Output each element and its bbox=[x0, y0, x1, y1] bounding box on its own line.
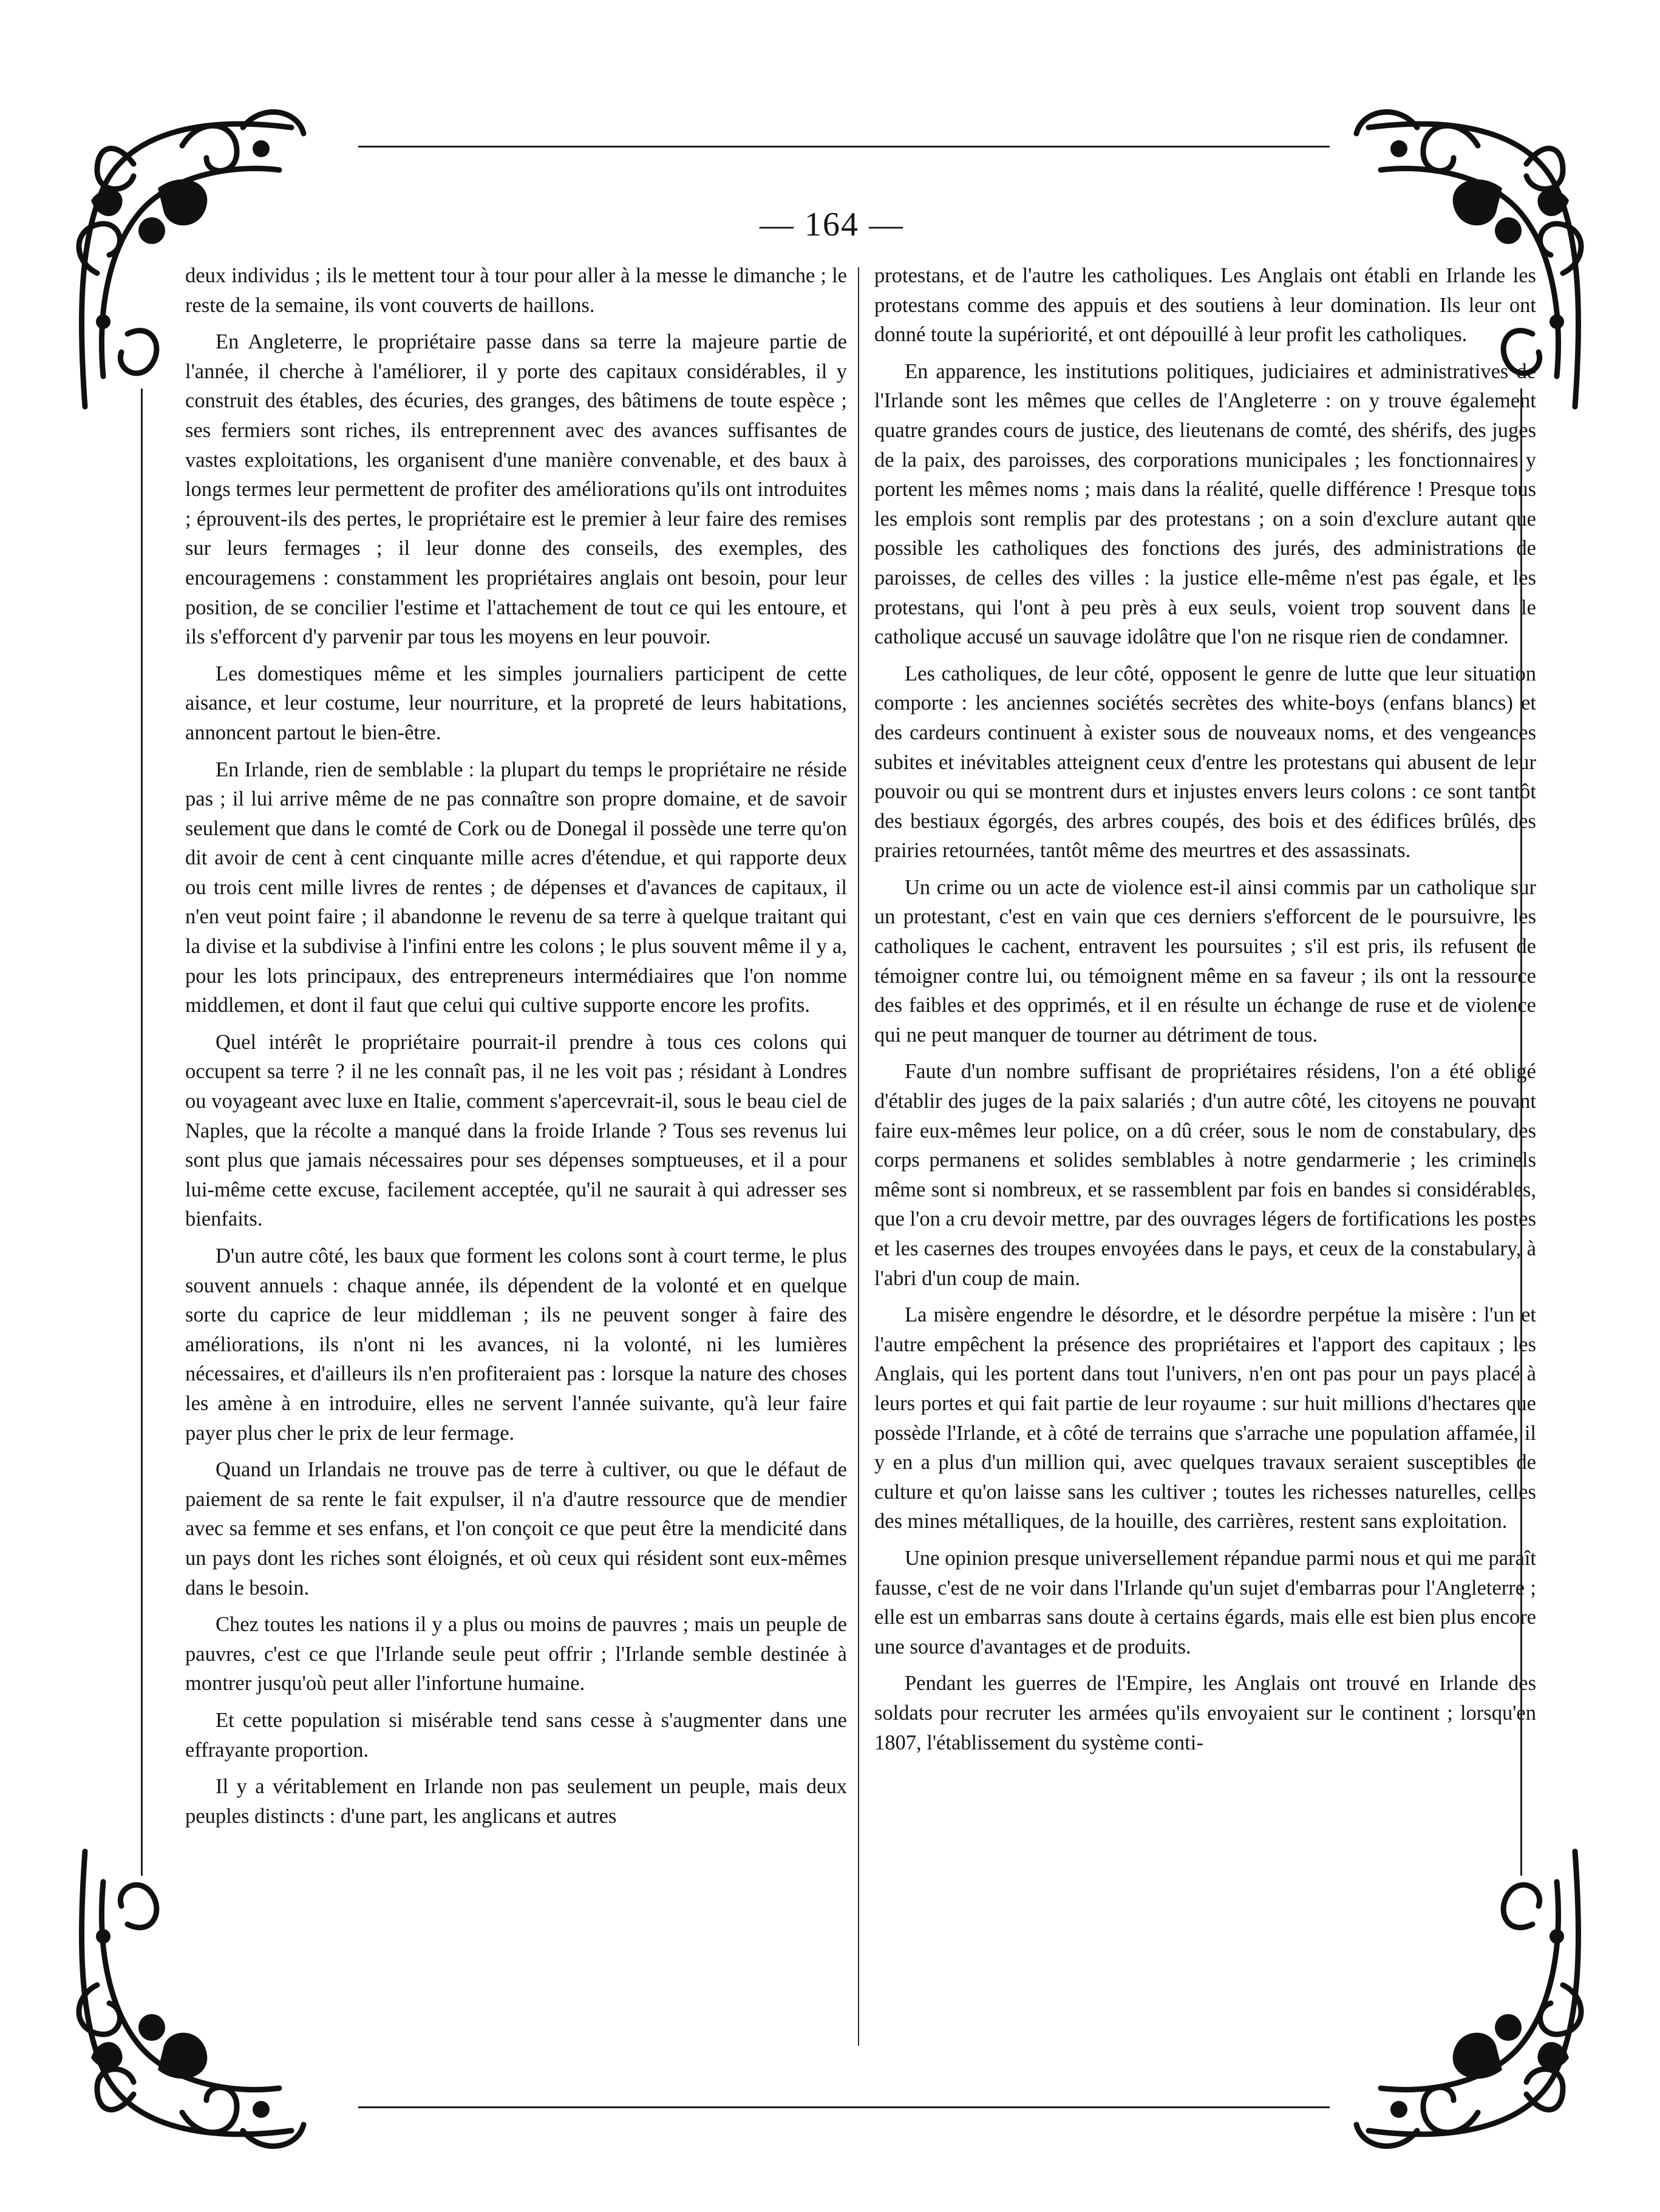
corner-ornament-bottom-left bbox=[61, 1827, 322, 2167]
paragraph: Pendant les guerres de l'Empire, les Anglais ont trouvé en Irlande des soldats pour recruter les armées qu'ils envoyaient sur le continent ; lorsqu'en 1807, l'établissement du système conti- bbox=[874, 1672, 1536, 1754]
left-column bbox=[185, 261, 847, 1838]
paragraph: Chez toutes les nations il y a plus ou moins de pauvres ; mais un peuple de pauvres, c'est ce que l'Irlande seule peut offrir ; l'Irlande semble destinée à montrer jusqu'où peut aller l'infortune humaine. bbox=[185, 1613, 847, 1695]
frame-rule-bottom bbox=[358, 2106, 1330, 2108]
paragraph: Quand un Irlandais ne trouve pas de terre à cultiver, ou que le défaut de paiement de sa rente le fait expulser, il n'a d'autre ressource que de mendier avec sa femme et ses enfans, et l'on conçoit ce que peut être la mendicité dans un pays dont les riches sont éloignés, et où ceux qui résident sont eux-mêmes dans le besoin. bbox=[185, 1458, 847, 1600]
paragraph: Quel intérêt le propriétaire pourrait-il prendre à tous ces colons qui occupent sa terre ? il ne les connaît pas, il ne les voit pas ; résidant à Londres ou voyageant avec luxe en Italie, comment s'apercevrait-il, sous le beau ciel de Naples, que la récolte a manqué dans la froide Irlande ? Tous ses revenus lui sont plus que jamais nécessaires pour ses dépenses somptueuses, et il a pour lui-même cette excuse, facilement acceptée, qu'il ne saurait à qui adresser ses bienfaits. bbox=[185, 1030, 847, 1231]
paragraph: En apparence, les institutions politiques, judiciaires et administratives de l'Irlande sont les mêmes que celles de l'Angleterre : on y trouve également quatre grandes cours de justice, des lieutenans de comté, des shérifs, des juges de la paix, des paroisses, des corporations municipales ; les fonctionnaires y portent les mêmes noms ; mais dans la réalité, quelle différence ! Presque tous les emplois sont remplis par des protestans ; on a soin d'exclure autant que possible les catholiques des fonctions des jurés, des administrations de paroisses, de celles des villes : la justice elle-même n'est pas égale, et les protestans, qui l'ont à peu près à eux seuls, voient trop souvent dans le catholique accusé un sauvage idolâtre que l'on ne risque rien de condamner. bbox=[874, 359, 1536, 649]
paragraph: D'un autre côté, les baux que forment les colons sont à court terme, le plus souvent annuels : chaque année, ils dépendent de la volonté et en quelque sorte du caprice de leur middleman ; ils ne peuvent songer à faire des améliorations, ils n'ont ni les avances, ni la volonté, ni les lumières nécessaires, et d'ailleurs ils n'en profiteraient pas : lorsque la nature des choses les amène à en introduire, elles ne servent l'année suivante, qu'à leur faire payer plus cher le prix de leur fermage. bbox=[185, 1244, 847, 1445]
right-column bbox=[874, 261, 1536, 1765]
paragraph: En Irlande, rien de semblable : la plupart du temps le propriétaire ne réside pas ; il lui arrive même de ne pas connaître son propre domaine, et de savoir seulement que dans le comté de Cork ou de Donegal il possède une terre qu'on dit avoir de cent à cent cinquante mille acres d'étendue, et qui rapporte deux ou trois cent mille livres de rentes ; de dépenses et d'avances de capitaux, il n'en veut point faire ; il abandonne le revenu de sa terre à quelque traitant qui la divise et la subdivise à l'infini entre les colons ; le plus souvent même il y a, pour les lots principaux, des entrepreneurs intermédiaires que l'on nomme middlemen, et dont il faut que celui qui cultive supporte encore les profits. bbox=[185, 758, 847, 1017]
frame-rule-left bbox=[141, 388, 143, 1876]
paragraph: Les domestiques même et les simples journaliers participent de cette aisance, et leur costume, leur nourriture, et la propreté de leurs habitations, annoncent partout le bien-être. bbox=[185, 662, 847, 744]
paragraph: Et cette population si misérable tend sans cesse à s'augmenter dans une effrayante proportion. bbox=[185, 1708, 847, 1762]
frame-rule-top bbox=[358, 146, 1330, 148]
paragraph: Faute d'un nombre suffisant de propriétaires résidens, l'on a été obligé d'établir des juges de la paix salariés ; d'un autre côté, les citoyens ne pouvant faire eux-mêmes leur police, on a dû créer, sous le nom de constabulary, des corps permanens et solides semblables à notre gendarmerie ; les criminels même sont si nombreux, et se rassemblent par fois en bandes si considérables, que l'on a cru devoir mettre, par des ouvrages légers de fortifications les postes et les casernes des troupes envoyées dans le pays, et ceux de la constabulary, à l'abri d'un coup de main. bbox=[874, 1060, 1536, 1290]
column-divider bbox=[858, 267, 859, 2046]
paragraph: Un crime ou un acte de violence est-il ainsi commis par un catholique sur un protestant, c'est en vain que ces derniers s'efforcent de le poursuivre, les catholiques le cachent, entravent les poursuites ; s'il est pris, ils refusent de témoigner contre lui, ou témoignent même en sa faveur ; ils ont la ressource des faibles et des opprimés, et il en résulte un échange de ruse et de violence qui ne peut manquer de tourner au détriment de tous. bbox=[874, 875, 1536, 1047]
page-number: — 164 — bbox=[760, 206, 904, 243]
paragraph: protestans, et de l'autre les catholiques. Les Anglais ont établi en Irlande les protestans comme des appuis et des soutiens à leur domination. Ils leur ont donné toute la supériorité, et ont dépouillé à leur profit les catholiques. bbox=[874, 264, 1536, 347]
paragraph: Les catholiques, de leur côté, opposent le genre de lutte que leur situation comporte : les anciennes sociétés secrètes des white-boys (enfans blancs) et des cardeurs continuent à exister sous de nouveaux noms, et des vengeances subites et inévitables atteignent ceux d'entre les protestans qui abusent de leur pouvoir ou qui se montrent durs et injustes envers leurs colons : ce sont tantôt des bestiaux égorgés, des arbres coupés, des bois et des édifices brûlés, des prairies retournées, tantôt même des meurtres et des assassinats. bbox=[874, 662, 1536, 863]
paragraph: Il y a véritablement en Irlande non pas seulement un peuple, mais deux peuples distincts : d'une part, les anglicans et autres bbox=[185, 1775, 847, 1828]
paragraph: Une opinion presque universellement répandue parmi nous et qui me paraît fausse, c'est de ne voir dans l'Irlande qu'un sujet d'embarras pour l'Angleterre ; elle est un embarras sans doute à certains égards, mais elle est bien plus encore une source d'avantages et de produits. bbox=[874, 1546, 1536, 1658]
corner-ornament-bottom-right bbox=[1338, 1827, 1599, 2167]
paragraph: deux individus ; ils le mettent tour à tour pour aller à la messe le dimanche ; le reste de la semaine, ils vont couverts de haillons. bbox=[185, 264, 847, 317]
paragraph: La misère engendre le désordre, et le désordre perpétue la misère : l'un et l'autre empêchent la présence des propriétaires et l'apport des capitaux ; les Anglais, qui les portent dans tout l'univers, n'en ont pas pour un pays placé à leurs portes et qui fait partie de leur royaume : sur huit millions d'hectares que possède l'Irlande, et à côté de terrains que s'arrache une population affamée, il y en a plus d'un million qui, avec quelques travaux seraient susceptibles de culture et qu'on laisse sans les cultiver ; toutes les richesses naturelles, celles des mines métalliques, de la houille, des carrières, restent sans exploitation. bbox=[874, 1303, 1536, 1533]
paragraph: En Angleterre, le propriétaire passe dans sa terre la majeure partie de l'année, il cherche à l'améliorer, il y porte des capitaux considérables, il y construit des étables, des écuries, des granges, des bâtimens de toute espèce ; ses fermiers sont riches, ils entreprennent avec des avances suffisantes de vastes exploitations, les organisent d'une manière convenable, et des baux à longs termes leur permettent de profiter des améliorations qu'ils ont introduites ; éprouvent-ils des pertes, le propriétaire est le premier à leur faire des remises sur leurs fermages ; il leur donne des conseils, des exemples, des encouragemens : constamment les propriétaires anglais ont besoin, pour leur position, de se concilier l'estime et l'attachement de tout ce qui les entoure, et ils s'efforcent d'y parvenir par tous les moyens en leur pouvoir. bbox=[185, 330, 847, 649]
